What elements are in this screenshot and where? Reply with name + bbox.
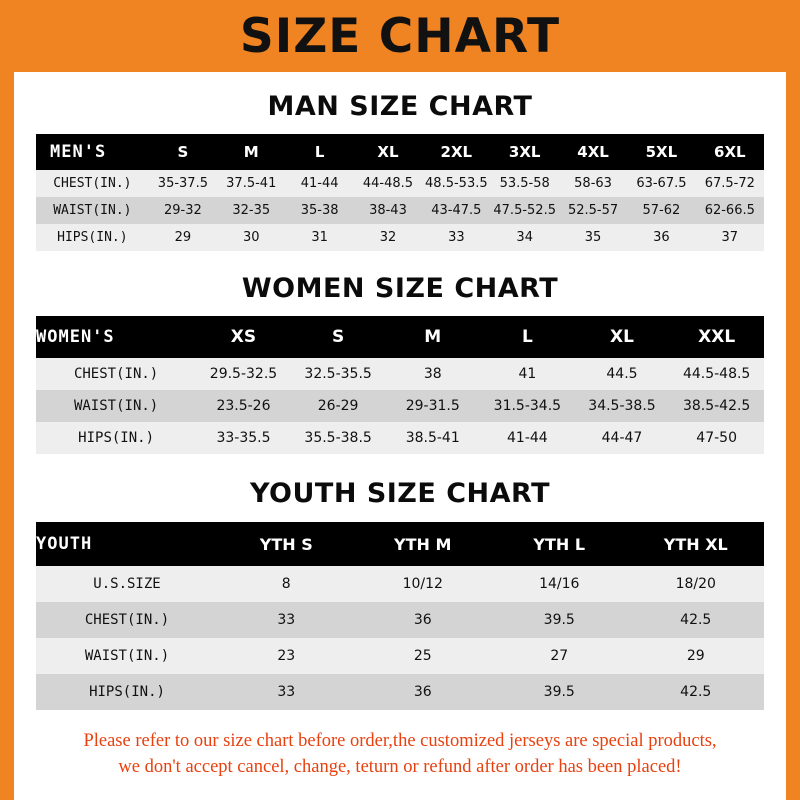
youth-cell: 27: [550, 648, 569, 664]
youth-cell: 10/12: [402, 576, 443, 592]
youth-cell: 42.5: [680, 612, 712, 628]
men-cell: 43-47.5: [431, 203, 482, 218]
women-col-header: S: [331, 327, 345, 347]
men-cell: 34: [516, 230, 533, 245]
men-cell: 53.5-58: [499, 176, 550, 191]
men-cell: 33: [448, 230, 465, 245]
men-col-header: XL: [377, 143, 399, 161]
women-cell: 41: [518, 366, 537, 382]
youth-cell: 18/20: [675, 576, 716, 592]
header-band: [0, 0, 800, 72]
men-col-header: 3XL: [508, 143, 541, 161]
men-cell: 32-35: [232, 203, 271, 218]
youth-row-label: U.S.SIZE: [93, 576, 161, 592]
table-row: [36, 674, 764, 710]
page-title: SIZE CHART: [239, 8, 561, 64]
men-row-label: CHEST(IN.): [53, 176, 132, 191]
youth-cell: 23: [277, 648, 296, 664]
women-section-title: WOMEN SIZE CHART: [241, 273, 559, 304]
youth-cell: 42.5: [680, 684, 712, 700]
women-size-table: [36, 316, 764, 454]
man-size-section: [14, 91, 786, 251]
table-row: [36, 358, 764, 390]
youth-col-header: YTH S: [259, 534, 313, 554]
women-cell: 29-31.5: [405, 398, 460, 414]
youth-col-header: YTH XL: [663, 534, 728, 554]
men-corner-label: MEN'S: [50, 142, 107, 162]
women-cell: 34.5-38.5: [588, 398, 656, 414]
youth-cell: 36: [413, 612, 432, 628]
women-cell: 44-47: [601, 430, 643, 446]
men-cell: 67.5-72: [704, 176, 755, 191]
men-cell: 52.5-57: [567, 203, 619, 218]
women-cell: 31.5-34.5: [493, 398, 562, 414]
men-row-label: HIPS(IN.): [57, 230, 128, 245]
women-col-header: XS: [230, 327, 257, 347]
men-cell: 38-43: [369, 203, 407, 218]
women-cell: 32.5-35.5: [304, 366, 372, 382]
table-row: [36, 197, 764, 224]
table-row: [36, 170, 764, 197]
youth-cell: 33: [277, 612, 296, 628]
men-cell: 58-63: [574, 176, 612, 191]
footer-line-1: Please refer to our size chart before order,the customized jerseys are special products,: [83, 731, 717, 751]
youth-cell: 33: [277, 684, 296, 700]
men-col-header: S: [177, 143, 189, 161]
men-cell: 29: [174, 230, 192, 245]
women-corner-label: WOMEN'S: [36, 327, 115, 347]
men-cell: 36: [653, 230, 670, 245]
women-cell: 35.5-38.5: [304, 430, 372, 446]
men-cell: 37.5-41: [226, 176, 277, 191]
table-row: [36, 566, 764, 602]
youth-cell: 39.5: [543, 612, 575, 628]
women-cell: 38.5-41: [405, 430, 460, 446]
women-row-label: CHEST(IN.): [73, 366, 159, 382]
men-row-label: WAIST(IN.): [53, 203, 132, 218]
women-cell: 38.5-42.5: [682, 398, 751, 414]
youth-size-section: [14, 478, 786, 710]
youth-col-header: YTH L: [533, 534, 586, 554]
men-cell: 62-66.5: [704, 203, 755, 218]
women-cell: 33-35.5: [216, 430, 271, 446]
men-cell: 57-62: [642, 203, 681, 218]
men-cell: 48.5-53.5: [425, 176, 488, 191]
men-cell: 32: [379, 230, 397, 245]
footer-line-2: we don't accept cancel, change, teturn or refund after order has been placed!: [118, 757, 682, 778]
table-row: [36, 390, 764, 422]
women-cell: 44.5: [606, 366, 638, 382]
table-row: [36, 224, 764, 251]
women-cell: 29.5-32.5: [209, 366, 278, 382]
youth-col-header: YTH M: [394, 534, 452, 554]
men-cell: 47.5-52.5: [493, 203, 556, 218]
youth-row-label: WAIST(IN.): [84, 648, 170, 664]
men-cell: 35-38: [300, 203, 339, 218]
youth-table-header-row: [36, 522, 764, 566]
men-col-header: 2XL: [440, 143, 473, 161]
table-row: [36, 638, 764, 674]
men-col-header: M: [243, 143, 259, 161]
women-row-label: HIPS(IN.): [78, 430, 155, 446]
youth-cell: 39.5: [543, 684, 575, 700]
men-cell: 30: [242, 230, 260, 245]
youth-corner-label: YOUTH: [36, 534, 93, 554]
men-col-header: L: [314, 143, 325, 161]
men-cell: 29-32: [164, 203, 202, 218]
table-row: [36, 602, 764, 638]
youth-row-label: CHEST(IN.): [84, 612, 170, 628]
women-cell: 23.5-26: [216, 398, 271, 414]
youth-section-title: YOUTH SIZE CHART: [249, 478, 551, 509]
men-size-table: [36, 134, 764, 251]
women-cell: 41-44: [507, 430, 548, 446]
men-cell: 35-37.5: [157, 176, 208, 191]
men-col-header: 6XL: [714, 143, 746, 161]
youth-cell: 8: [281, 576, 291, 592]
men-cell: 31: [311, 230, 328, 245]
women-table-header-row: [36, 316, 764, 358]
footer-note: [14, 728, 786, 781]
women-row-label: WAIST(IN.): [73, 398, 159, 414]
women-size-section: [14, 273, 786, 454]
women-col-header: XXL: [698, 327, 736, 347]
women-cell: 38: [423, 366, 442, 382]
table-row: [36, 422, 764, 454]
youth-size-table: [36, 522, 764, 710]
men-col-header: 4XL: [577, 143, 609, 161]
women-col-header: M: [424, 327, 442, 347]
men-col-header: 5XL: [645, 143, 678, 161]
men-table-header-row: [36, 134, 764, 170]
men-cell: 63-67.5: [636, 176, 687, 191]
men-cell: 37: [721, 230, 739, 245]
women-col-header: XL: [610, 327, 634, 347]
women-cell: 26-29: [317, 398, 359, 414]
youth-cell: 14/16: [539, 576, 580, 592]
youth-cell: 36: [413, 684, 432, 700]
men-cell: 44-48.5: [362, 176, 414, 191]
youth-row-label: HIPS(IN.): [89, 684, 165, 700]
youth-cell: 29: [686, 648, 705, 664]
men-cell: 35: [584, 230, 602, 245]
men-cell: 41-44: [300, 176, 339, 191]
man-section-title: MAN SIZE CHART: [267, 91, 533, 122]
women-col-header: L: [521, 327, 533, 347]
women-cell: 44.5-48.5: [682, 366, 751, 382]
women-cell: 47-50: [696, 430, 737, 446]
youth-cell: 25: [413, 648, 432, 664]
